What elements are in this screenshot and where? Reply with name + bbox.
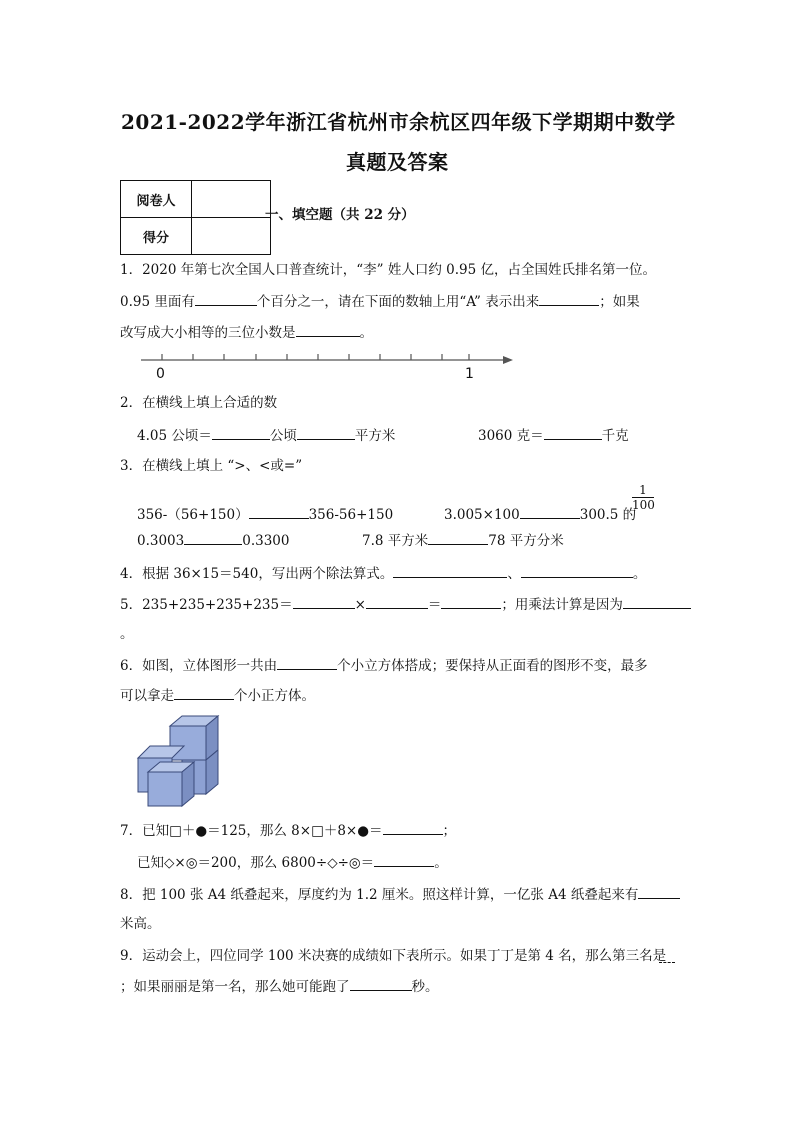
q3-text-e: 0.3003 (137, 533, 185, 549)
q4-text-b: 、 (507, 566, 521, 582)
score-cell (192, 218, 271, 255)
q5-end: 。 (120, 626, 134, 642)
q3-row-2a (137, 530, 290, 551)
q9-blank-2[interactable] (350, 976, 412, 991)
q1-line-2 (120, 291, 640, 312)
axis-label-1: 1 (465, 366, 474, 382)
q7-text-d: 。 (434, 855, 448, 871)
q5-text-d: ；用乘法计算是因为 (501, 597, 623, 613)
q4-line (120, 563, 646, 584)
cube-front-face (148, 772, 182, 806)
q3-row-2b (362, 530, 564, 551)
q3-blank-1[interactable] (249, 504, 309, 519)
number-line (135, 346, 520, 386)
q3-blank-3[interactable] (184, 530, 242, 545)
q3-row-1a (137, 504, 393, 525)
q7-line-2 (137, 852, 448, 873)
score-label: 得分 (121, 218, 192, 255)
q5-text-b: × (354, 597, 366, 613)
fraction-one-hundredth (632, 483, 654, 512)
q7-blank-2[interactable] (374, 852, 434, 867)
q5-text-a: 5．235+235+235+235＝ (120, 597, 293, 613)
q9-blank-1[interactable] (659, 962, 675, 963)
q1-text-a: 0.95 里面有 (120, 294, 195, 310)
q4-blank-2[interactable] (521, 563, 633, 578)
q1-line-3 (120, 322, 373, 343)
q3-text-a: 356-（56+150） (137, 507, 249, 523)
q7-blank-1[interactable] (383, 820, 443, 835)
q8-line-2: 米高。 (120, 916, 161, 932)
q5-line (120, 594, 691, 615)
q1-blank-1[interactable] (195, 291, 257, 306)
q1-blank-2[interactable] (539, 291, 599, 306)
q3-text-h: 78 平方分米 (488, 533, 564, 549)
q2-blank-3[interactable] (544, 425, 602, 440)
q2-blank-1[interactable] (212, 425, 270, 440)
q2-stem: 2．在横线上填上合适的数 (120, 395, 278, 411)
q6-text-d: 个小正方体。 (234, 688, 315, 704)
axis-label-0: 0 (156, 366, 165, 382)
q2-row (137, 425, 395, 446)
q1-blank-3[interactable] (296, 322, 360, 337)
q6-blank-2[interactable] (174, 685, 234, 700)
q9-text-a: ；如果丽丽是第一名，那么她可能跑了 (120, 979, 350, 995)
q2-text-a: 4.05 公顷＝ (137, 428, 212, 444)
q3-text-g: 7.8 平方米 (362, 533, 429, 549)
q2-text-d: 3060 克＝ (478, 428, 544, 444)
q9-line-2 (120, 976, 439, 997)
reviewer-cell (192, 181, 271, 218)
q5-text-c: ＝ (427, 597, 442, 613)
q7-text-b: ； (442, 823, 457, 839)
q4-text-c: 。 (632, 566, 647, 582)
q1-text-b: 个百分之一，请在下面的数轴上用“A” 表示出来 (256, 294, 540, 310)
q6-blank-1[interactable] (277, 655, 337, 670)
fraction-numerator: 1 (639, 483, 647, 497)
q6-text-c: 可以拿走 (120, 688, 174, 704)
cube-figure (136, 712, 220, 812)
q1-line-1: 1．2020 年第七次全国人口普查统计，“李” 姓人口约 0.95 亿，占全国姓氏排名第一位。 (120, 262, 656, 278)
q7-text-c: 已知◇×◎＝200，那么 6800÷◇÷◎＝ (137, 855, 375, 871)
q7-text-a: 7．已知□＋●＝125，那么 8×□＋8×●＝ (120, 823, 383, 839)
q1-text-c: ；如果 (599, 294, 640, 310)
q3-row-1b (444, 504, 636, 525)
fraction-denominator: 100 (632, 498, 655, 512)
q3-blank-4[interactable] (428, 530, 488, 545)
reviewer-label: 阅卷人 (121, 181, 192, 218)
q2-row-2 (478, 425, 629, 446)
q8-line-1 (120, 884, 680, 905)
q1-text-d: 改写成大小相等的三位小数是 (120, 325, 296, 341)
q7-line-1 (120, 820, 456, 841)
q6-text-a: 6．如图，立体图形一共由 (120, 658, 278, 674)
q1-text-e: 。 (359, 325, 373, 341)
q3-text-f: 0.3300 (242, 533, 290, 549)
q6-line-2 (120, 685, 315, 706)
q5-blank-3[interactable] (441, 594, 501, 609)
q2-text-e: 千克 (601, 428, 629, 444)
q3-text-b: 356-56+150 (308, 507, 394, 523)
q9-line-1: 9．运动会上，四位同学 100 米决赛的成绩如下表所示。如果丁丁是第 4 名，那么第三名是 (120, 948, 667, 964)
q5-blank-1[interactable] (293, 594, 355, 609)
q6-line-1 (120, 655, 648, 676)
q8-text-a: 8．把 100 张 A4 纸叠起来，厚度约为 1.2 厘米。照这样计算，一亿张 A4 纸叠起来有 (120, 887, 639, 903)
q3-blank-2[interactable] (520, 504, 580, 519)
page-title-line-2: 真题及答案 (346, 150, 449, 174)
q5-blank-4[interactable] (623, 594, 691, 609)
q9-text-b: 秒。 (411, 979, 439, 995)
score-table (120, 180, 271, 255)
q6-text-b: 个小立方体搭成；要保持从正面看的图形不变，最多 (337, 658, 648, 674)
section-heading: 一、填空题（共 22 分） (265, 207, 415, 223)
q3-stem: 3．在横线上填上 “>、<或=” (120, 458, 303, 474)
q2-blank-2[interactable] (297, 425, 355, 440)
q3-text-d: 300.5 的 (579, 507, 637, 523)
q5-blank-2[interactable] (366, 594, 428, 609)
q2-text-b: 公顷 (269, 428, 297, 444)
q4-blank-1[interactable] (393, 563, 507, 578)
q4-text-a: 4．根据 36×15＝540，写出两个除法算式。 (120, 566, 394, 582)
q2-text-c: 平方米 (354, 428, 396, 444)
q8-blank-1[interactable] (638, 884, 680, 899)
page-title-line-1: 2021-2022学年浙江省杭州市余杭区四年级下学期期中数学 (121, 110, 676, 134)
q3-text-c: 3.005×100 (444, 507, 520, 523)
